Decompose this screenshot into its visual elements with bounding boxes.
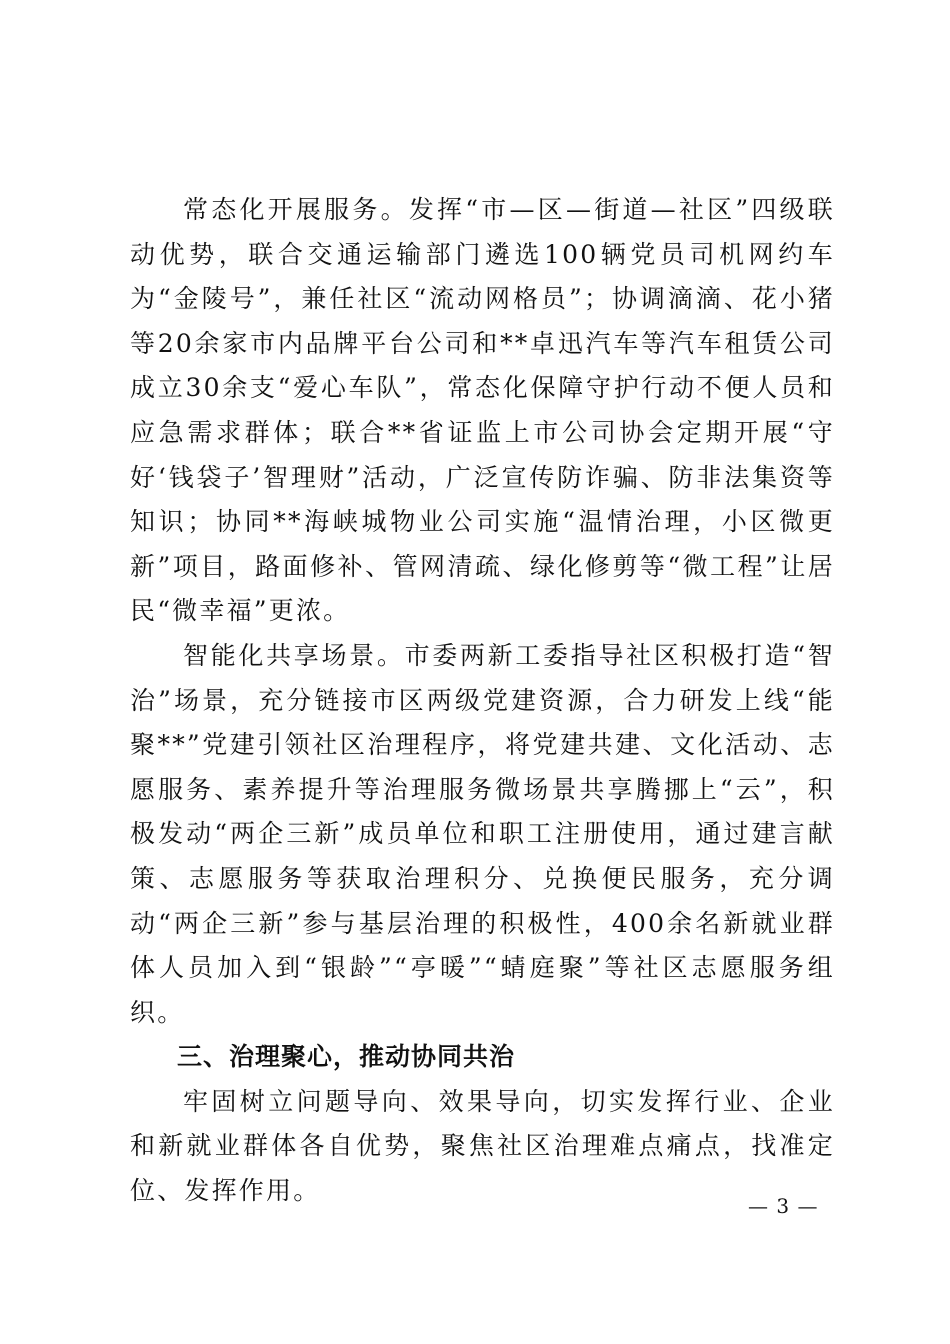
paragraph-smart-scene: 智能化共享场景。市委两新工委指导社区积极打造“智治”场景，充分链接市区两级党建资源，合力研发上线“能聚**”党建引领社区治理程序，将党建共建、文化活动、志愿服务、素养提升等治理服务微场景共享腾挪上“云”，积极发动“两企三新”成员单位和职工注册使用，通过建言献策、志愿服务等获取治理积分、兑换便民服务，充分调动“两企三新”参与基层治理的积极性，400余名新就业群体人员加入到“银龄”“亭暖”“蜻庭聚”等社区志愿服务组织。	[130, 640, 835, 1027]
paragraph-section-intro: 牢固树立问题导向、效果导向，切实发挥行业、企业和新就业群体各自优势，聚焦社区治理难点痛点，找准定位、发挥作用。	[130, 1086, 835, 1206]
paragraph-service: 常态化开展服务。发挥“市—区—街道—社区”四级联动优势，联合交通运输部门遴选100辆党员司机网约车为“金陵号”，兼任社区“流动网格员”；协调滴滴、花小猪等20余家市内品牌平台公司和**卓迅汽车等汽车租赁公司成立30余支“爱心车队”，常态化保障守护行动不便人员和应急需求群体；联合**省证监上市公司协会定期开展“守好‘钱袋子’智理财”活动，广泛宣传防诈骗、防非法集资等知识；协同**海峡城物业公司实施“温情治理，小区微更新”项目，路面修补、管网清疏、绿化修剪等“微工程”让居民“微幸福”更浓。	[130, 195, 835, 626]
page-number: — 3 —	[748, 1194, 819, 1218]
section-heading: 三、治理聚心，推动协同共治	[177, 1042, 516, 1072]
document-body	[130, 188, 835, 1214]
